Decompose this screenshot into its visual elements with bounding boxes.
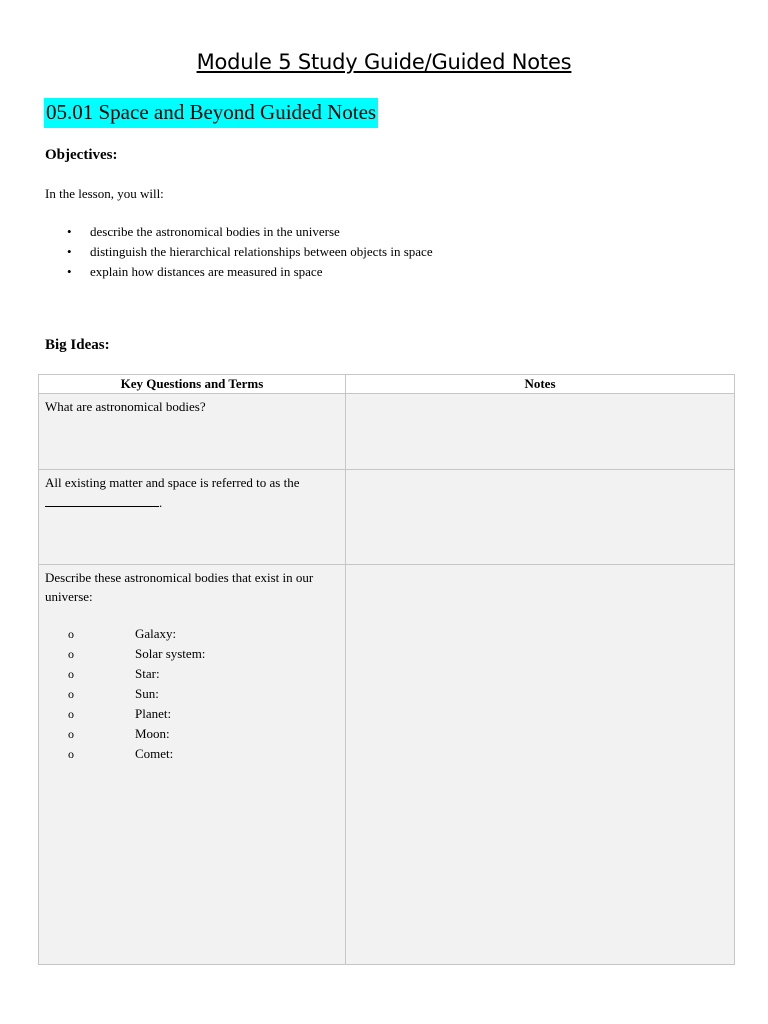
term-text: Solar system: [135,646,206,661]
term-text: Planet: [135,706,172,721]
sub-bullet-icon: o [68,647,74,661]
sub-bullet-icon: o [68,627,74,641]
list-item [45,624,339,644]
list-item [45,724,339,744]
term-text: Comet: [135,746,174,761]
term-text: Sun: [135,686,159,701]
table-row [39,470,735,565]
list-item [45,242,433,262]
table-row [39,394,735,470]
list-item [45,644,339,664]
sub-bullet-icon: o [68,687,74,701]
list-item [45,704,339,724]
big-ideas-label: Big Ideas: [45,337,110,353]
objective-text: distinguish the hierarchical relationships between objects in space [90,244,433,259]
list-item [45,222,433,242]
sub-bullet-icon: o [68,667,74,681]
list-item [45,664,339,684]
notes-table [38,374,735,965]
question-cell [39,470,346,565]
term-text: Star: [135,666,160,681]
astronomical-bodies-list [45,624,339,764]
sub-bullet-icon: o [68,707,74,721]
question-cell: What are astronomical bodies? [39,394,346,470]
notes-cell[interactable] [346,470,735,565]
bullet-icon: • [67,244,72,259]
page-title: Module 5 Study Guide/Guided Notes [196,50,572,74]
question-text-end: . [159,495,163,510]
fill-in-blank[interactable] [45,492,159,507]
objective-text: describe the astronomical bodies in the universe [90,224,340,239]
intro-text: In the lesson, you will: [45,186,164,201]
objectives-label: Objectives: [45,147,118,163]
list-item [45,684,339,704]
header-notes: Notes [346,375,735,394]
term-text: Galaxy: [135,626,177,641]
table-row [39,565,735,965]
objective-text: explain how distances are measured in space [90,264,323,279]
header-key-questions: Key Questions and Terms [39,375,346,394]
notes-cell[interactable] [346,394,735,470]
bullet-icon: • [67,224,72,239]
sub-bullet-icon: o [68,747,74,761]
question-text: Describe these astronomical bodies that exist in our universe: [45,570,314,604]
sub-bullet-icon: o [68,727,74,741]
term-text: Moon: [135,726,170,741]
section-heading: 05.01 Space and Beyond Guided Notes [44,98,378,128]
objectives-list [45,222,433,282]
list-item [45,744,339,764]
notes-cell[interactable] [346,565,735,965]
bullet-icon: • [67,264,72,279]
question-cell [39,565,346,965]
question-text: All existing matter and space is referred to as the [45,475,300,490]
table-header-row [39,375,735,394]
list-item [45,262,433,282]
